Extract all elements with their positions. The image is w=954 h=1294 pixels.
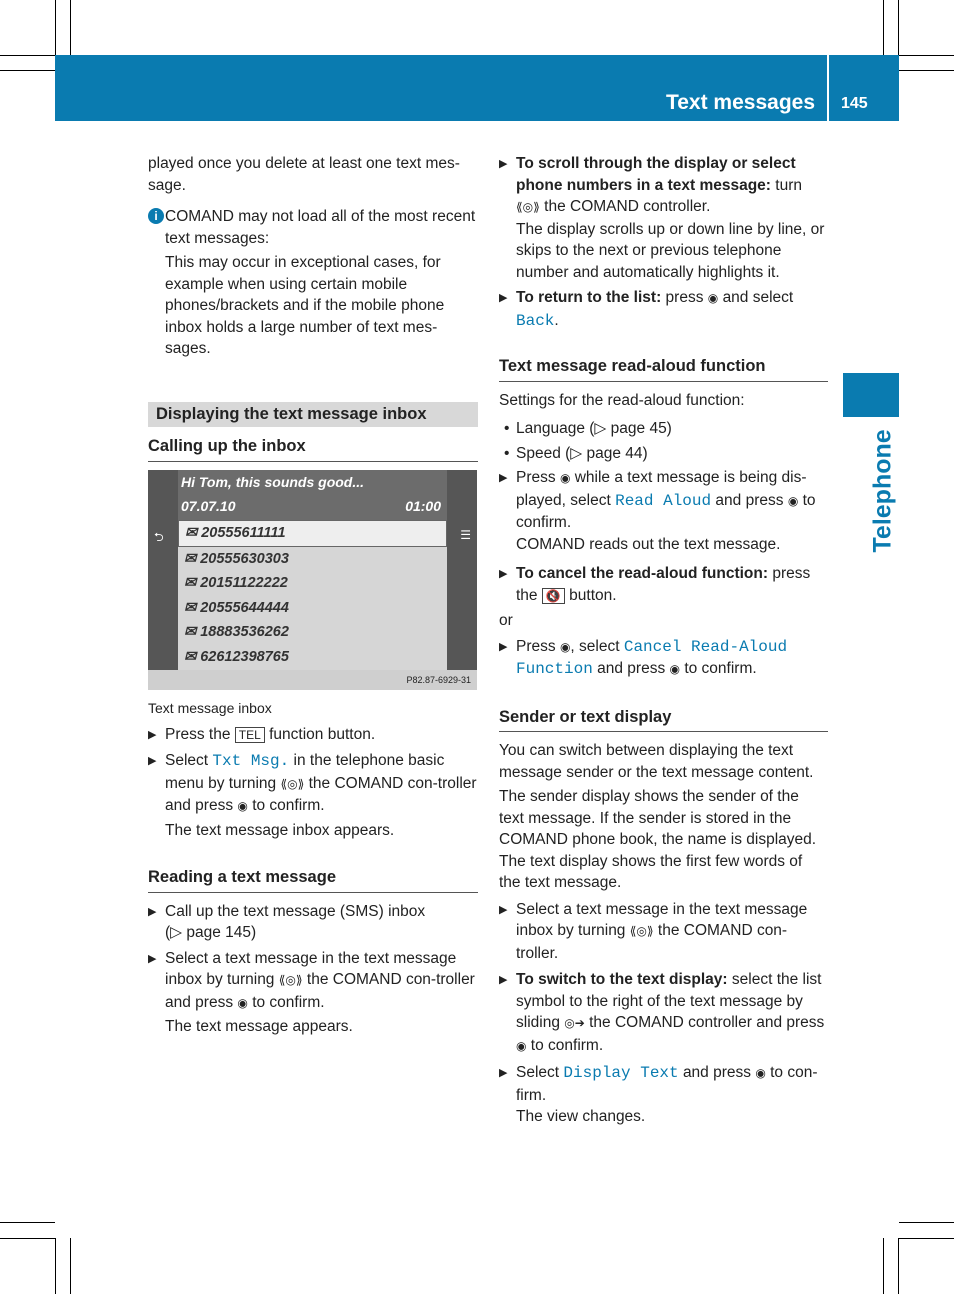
menu-item-display-text: Display Text — [563, 1064, 679, 1082]
screen-header — [178, 470, 447, 520]
press-controller-icon: ◉ — [755, 1066, 766, 1080]
press-controller-icon: ◉ — [787, 493, 799, 508]
step-return: ▶ To return to the list: press ◉ and select Back. — [499, 289, 794, 330]
crop-mark — [898, 1238, 899, 1294]
step-call-inbox: ▶ Call up the text message (SMS) inbox (▷ page 145) — [148, 901, 478, 944]
crop-mark — [70, 1238, 71, 1294]
page-reference: (▷ page 145) — [165, 924, 257, 941]
bullet-arrow-icon: ▶ — [499, 640, 508, 653]
info-note — [148, 206, 478, 360]
step-result: The display scrolls up or down line by line, or skips to the next or previous telephone number and automatically highlights it. — [516, 220, 825, 281]
bullet-arrow-icon: ▶ — [499, 974, 508, 986]
left-column — [148, 153, 478, 462]
left-column-lower — [148, 698, 478, 1038]
rotate-controller-icon: ⟪◎⟫ — [278, 973, 303, 987]
step-switch-text-display: ▶ To switch to the text display: select the list symbol to the right of the text message by sliding ◎➔ the COMAND controller and press ◉ to confirm. — [499, 969, 828, 1057]
info-text-2: This may occur in exceptional cases, for example when using certain mobile phones/brackets and if the mobile phone inbox holds a large number of text mes-sages. — [165, 254, 445, 357]
info-icon: i — [148, 208, 164, 224]
crop-mark — [0, 1222, 55, 1223]
menu-item-cancel-read-aloud: Cancel Read-Aloud Function — [516, 637, 788, 678]
crop-mark — [70, 0, 71, 55]
sender-text-2: The sender display shows the sender of the text message. If the sender is stored in the COMAND phone book, the name is displayed. The text display shows the first few words of the text message. — [499, 788, 817, 891]
rotate-controller-icon: ⟪◎⟫ — [629, 924, 654, 938]
crop-mark — [0, 1238, 55, 1239]
slide-controller-icon: ◎➔ — [564, 1016, 585, 1030]
envelope-icon: ✉ — [185, 525, 202, 541]
calling-heading: Calling up the inbox — [148, 436, 478, 462]
step-press-tel: ▶ Press the TEL function button. — [148, 724, 478, 746]
bullet-arrow-icon: ▶ — [499, 292, 508, 304]
envelope-open-icon: ✉ — [184, 648, 201, 665]
menu-item-read-aloud: Read Aloud — [615, 491, 712, 510]
bullet-arrow-icon: ▶ — [148, 905, 157, 918]
page-number: 145 — [841, 95, 868, 112]
crop-mark — [55, 0, 56, 55]
bullet-arrow-icon: ▶ — [148, 728, 157, 741]
list-item: ✉ 62612398765 — [184, 648, 289, 665]
rotate-controller-icon: ⟪◎⟫ — [280, 776, 305, 791]
list-item: ✉ 20151122222 — [184, 575, 288, 591]
crop-mark — [883, 0, 884, 55]
crop-mark — [0, 70, 55, 71]
info-text-1: COMAND may not load all of the most recent text messages: — [165, 208, 476, 247]
press-controller-icon: ◉ — [559, 639, 571, 654]
crop-mark — [899, 1222, 954, 1223]
list-item: ✉ 20555611111 — [178, 520, 447, 547]
screen-code: P82.87-6929-31 — [406, 675, 471, 685]
screen-code-bar — [148, 670, 477, 690]
press-controller-icon: ◉ — [669, 662, 680, 676]
reading-heading: Reading a text message — [148, 867, 478, 893]
envelope-open-icon: ✉ — [184, 599, 201, 616]
inbox-screenshot — [148, 470, 477, 690]
crop-mark — [899, 55, 954, 56]
sender-heading: Sender or text display — [499, 707, 828, 733]
press-controller-icon: ◉ — [516, 1038, 527, 1053]
crop-mark — [0, 55, 55, 56]
readaloud-heading: Text message read-aloud function — [499, 356, 828, 382]
step-result: The text message appears. — [165, 1018, 353, 1035]
section-title: Displaying the text message inbox — [148, 402, 478, 428]
setting-language: • Language (▷ page 45) — [504, 420, 672, 437]
intro-text: played once you delete at least one text mes-sage. — [148, 155, 460, 194]
list-symbol-icon: ☰ — [460, 528, 471, 542]
step-select-message: ▶ Select a text message in the text message inbox by turning ⟪◎⟫ the COMAND con-troller. — [499, 900, 808, 962]
menu-item-txt-msg: Txt Msg. — [212, 752, 290, 770]
step-result: COMAND reads out the text message. — [516, 535, 781, 553]
step-select-txt-msg: ▶ Select Txt Msg. in the telephone basic menu by turning ⟪◎⟫ the COMAND con-troller and press ◉ to confirm. The text message inbox appears. — [148, 750, 478, 841]
bullet-arrow-icon: ▶ — [499, 158, 508, 170]
envelope-open-icon: ✉ — [184, 624, 201, 640]
settings-intro: Settings for the read-aloud function: — [499, 391, 745, 409]
bullet-arrow-icon: ▶ — [148, 952, 157, 965]
chapter-tab — [843, 373, 899, 417]
rotate-controller-icon: ⟪◎⟫ — [516, 200, 540, 214]
chapter-label: Telephone — [868, 429, 897, 553]
crop-mark — [899, 1238, 954, 1239]
step-result: The view changes. — [516, 1108, 646, 1125]
screen-time: 01:00 — [405, 498, 441, 514]
right-column — [499, 153, 828, 1128]
press-controller-icon: ◉ — [237, 799, 248, 813]
header-divider — [827, 55, 829, 121]
crop-mark — [899, 70, 954, 71]
step-cancel: ▶ To cancel the read-aloud function: press the 🔇 button. — [499, 565, 811, 604]
page-title: Text messages — [665, 91, 815, 114]
step-cancel-menu: ▶ Press ◉, select Cancel Read-Aloud Function and press ◉ to confirm. — [499, 636, 828, 681]
step-read-aloud: ▶ Press ◉ while a text message is being dis-played, select Read Aloud and press ◉ to confirm. COMAND reads out the text message. — [499, 467, 828, 555]
step-display-text: ▶ Select Display Text and press ◉ to con-firm. The view changes. — [499, 1062, 828, 1128]
press-controller-icon: ◉ — [707, 291, 719, 305]
tel-key-icon: TEL — [235, 727, 265, 743]
back-arrow-icon: ⮌ — [154, 530, 164, 544]
list-item: ✉ 20555630303 — [184, 550, 289, 567]
page-header — [55, 55, 899, 121]
figure-caption: Text message inbox — [148, 700, 272, 716]
step-select-message: ▶ Select a text message in the text message inbox by turning ⟪◎⟫ the COMAND con-troller and press ◉ to confirm. The text message appears. — [148, 948, 478, 1038]
screen-header-text: Hi Tom, this sounds good... — [181, 474, 365, 490]
bullet-arrow-icon: ▶ — [499, 1067, 508, 1079]
press-controller-icon: ◉ — [237, 995, 248, 1010]
sender-text-1: You can switch between displaying the text message sender or the text message content. — [499, 742, 814, 781]
step-result: The text message inbox appears. — [165, 821, 395, 839]
bullet-arrow-icon: ▶ — [499, 472, 508, 484]
list-item: ✉ 20555644444 — [184, 599, 289, 616]
crop-mark — [898, 0, 899, 55]
envelope-open-icon: ✉ — [184, 575, 201, 591]
crop-mark — [883, 1238, 884, 1294]
screen-date: 07.07.10 — [181, 498, 236, 514]
press-controller-icon: ◉ — [559, 471, 571, 485]
bullet-arrow-icon: ▶ — [499, 568, 508, 580]
or-text: or — [499, 612, 513, 629]
menu-item-back: Back — [516, 311, 555, 330]
step-scroll: ▶ To scroll through the display or select phone numbers in a text message: turn ⟪◎⟫ the COMAND controller. The display scrolls up or down line by line, or skips to the next or previous telephone number and automatically highlights it. — [499, 153, 828, 283]
envelope-open-icon: ✉ — [184, 550, 201, 567]
mute-button-icon: 🔇 — [542, 588, 565, 604]
bullet-arrow-icon: ▶ — [499, 903, 508, 916]
bullet-arrow-icon: ▶ — [148, 755, 157, 767]
message-list — [178, 520, 447, 670]
list-item: ✉ 18883536262 — [184, 624, 289, 640]
setting-speed: • Speed (▷ page 44) — [504, 444, 648, 462]
crop-mark — [55, 1238, 56, 1294]
